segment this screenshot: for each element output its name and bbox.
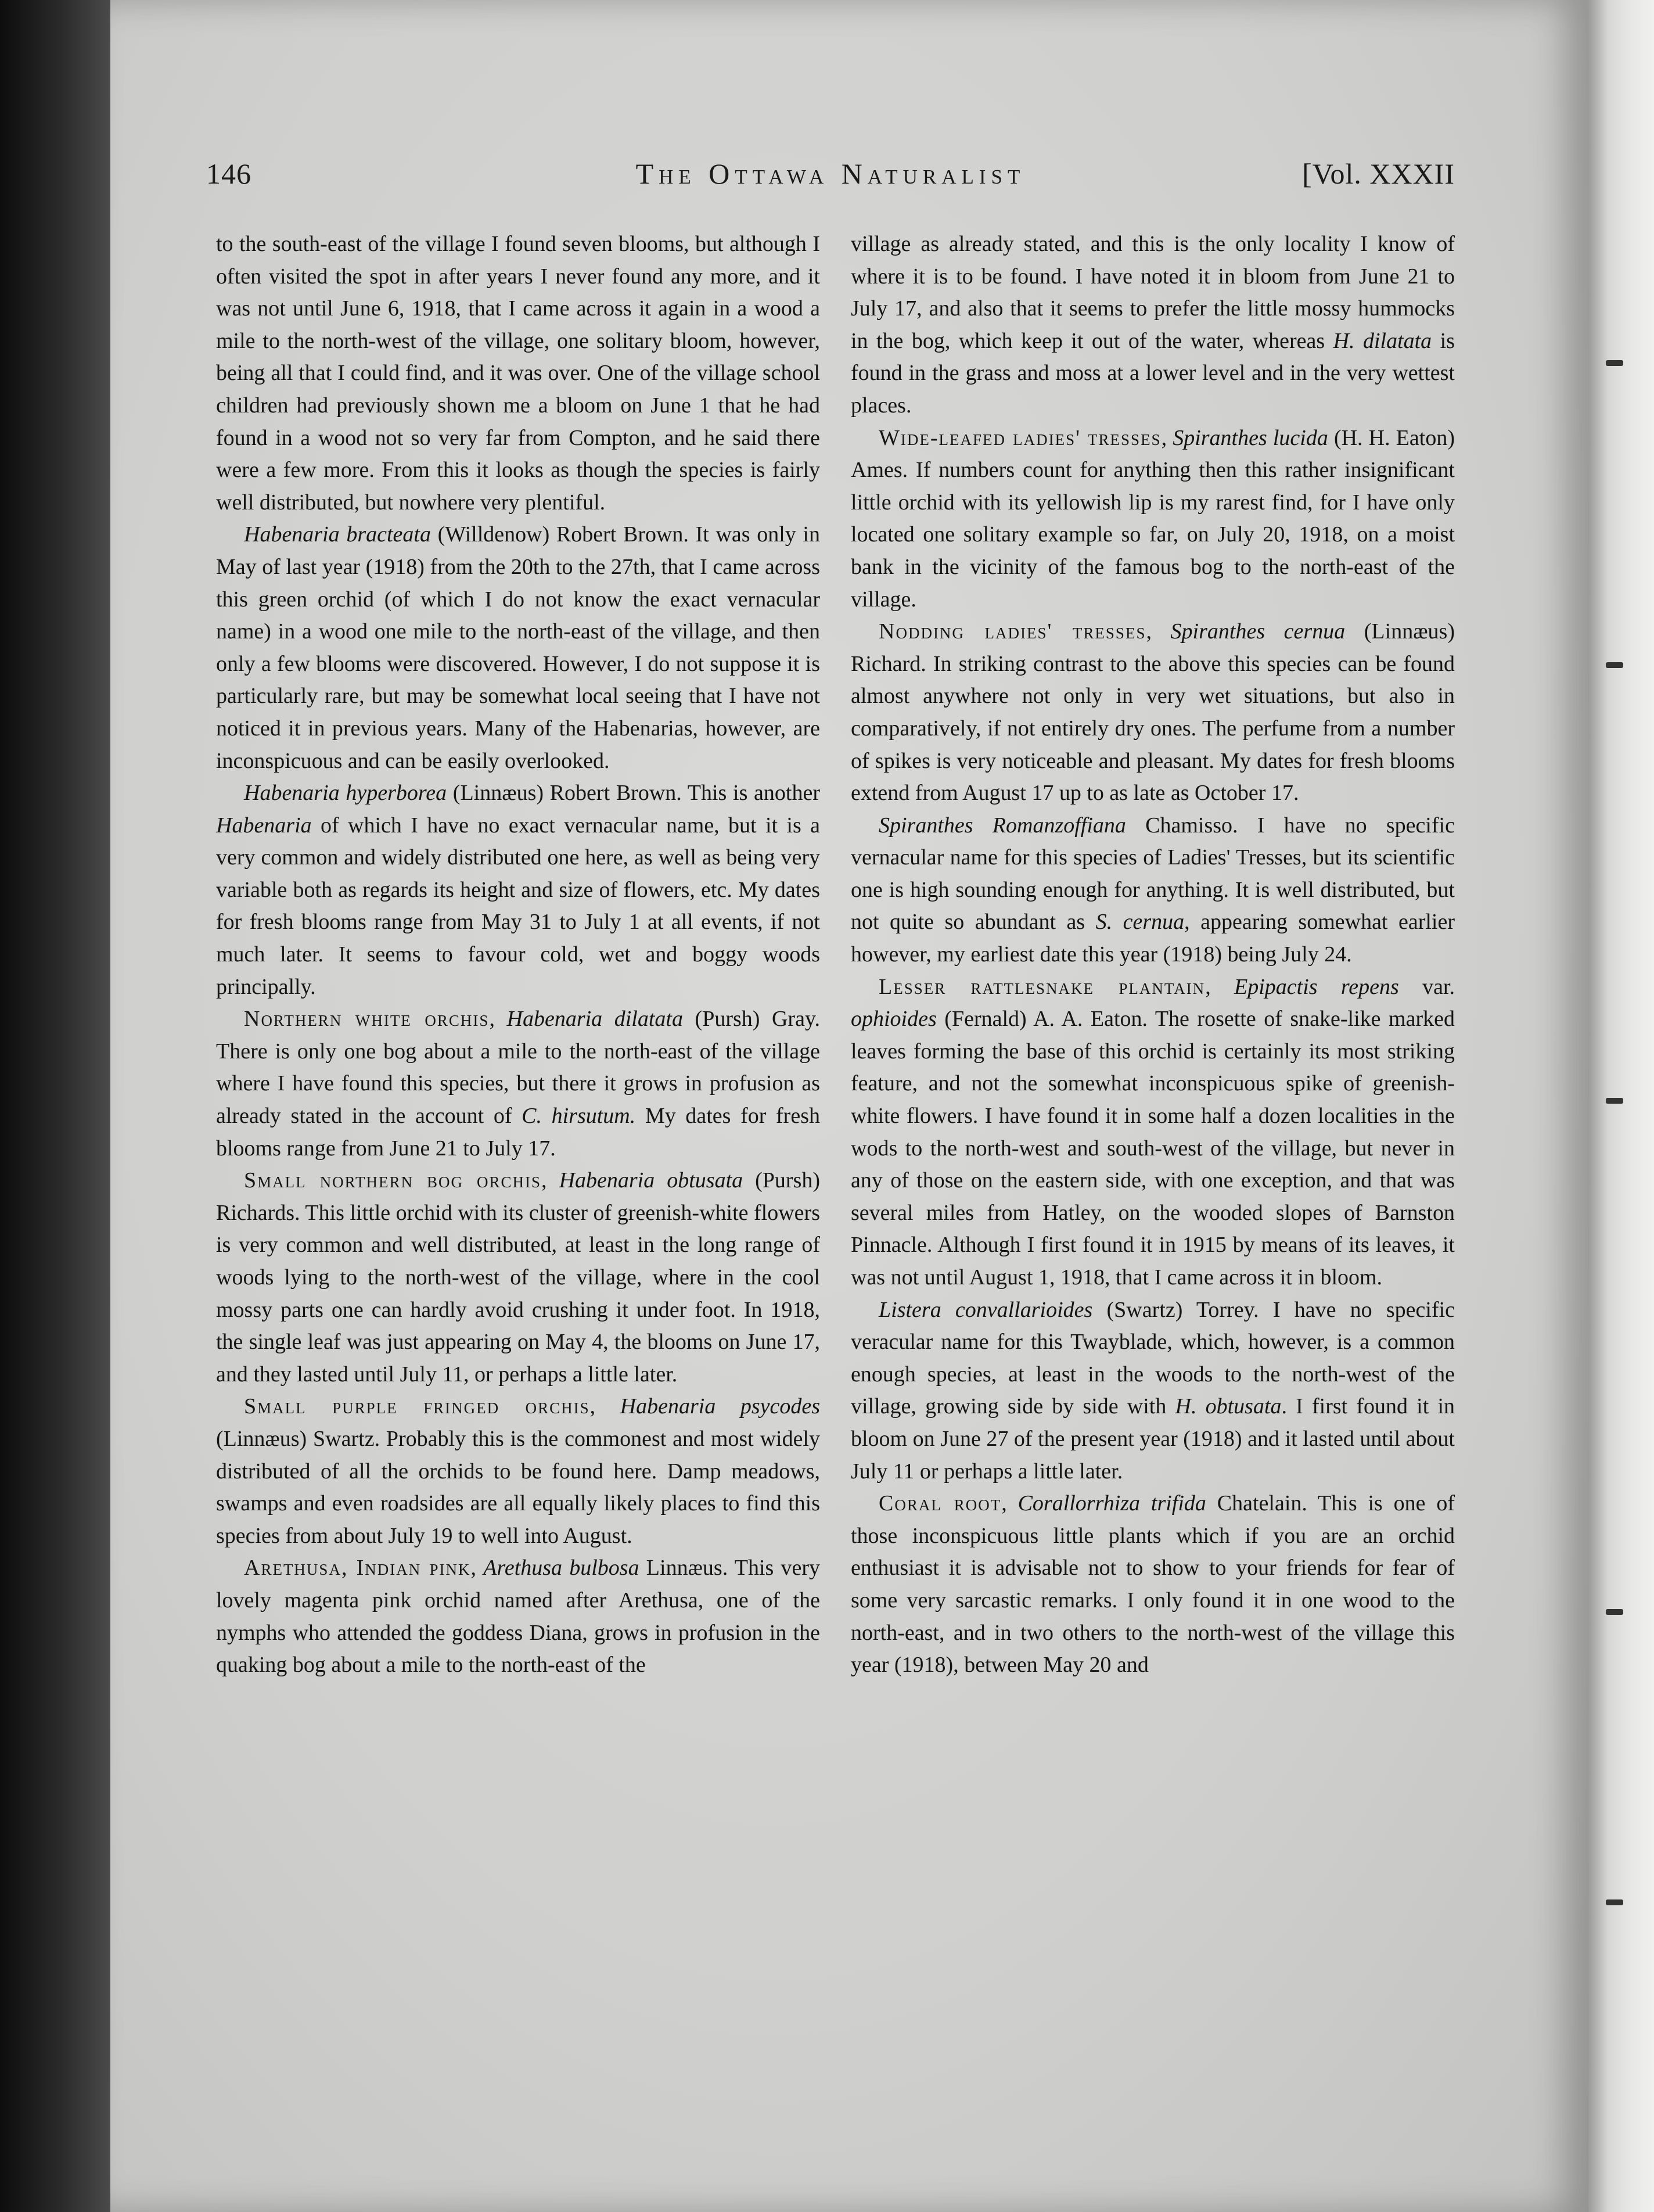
paragraph [851, 228, 1455, 422]
text-run: to the south-east of the village I found seven blooms, but although I often visited the spot in after years I never found any more, and it was not until June 6, 1918, that I came across it again in a wood a mile to the north-west of the village, one solitary bloom, however, being all that I could find, and it was over. One of the village school children had previously shown me a bloom on June 1 that he had found in a wood not so very far from Compton, and he said there were a few more. From this it looks as though the species is fairly well distributed, but nowhere very plentiful. [216, 232, 820, 515]
italic-text: Epipactis repens [1234, 974, 1399, 999]
paragraph [851, 1294, 1455, 1488]
text-run: , [1205, 974, 1234, 999]
page-edge-mark [1606, 1609, 1623, 1615]
page-edge-mark [1606, 662, 1623, 668]
text-run: (H. H. Eaton) Ames. If numbers count for anything then this rather insignificant little orchid with its yellowish lip is my rarest find, for I have only located one solitary example so far, on July 20, 1918, on a moist bank in the vicinity of the famous bog to the north-east of the village. [851, 425, 1455, 612]
text-run: var. [1398, 974, 1455, 999]
page-number: 146 [206, 157, 251, 190]
text-run: . I first found it in bloom on June 27 of the present year (1918) and it lasted until about July 11 or perhaps a little later. [851, 1394, 1455, 1484]
text-run: (Linnæus) Robert Brown. This is another [447, 781, 820, 806]
text-run: Chatelain. This is one of those inconspicuous little plants which if you are an orchid enthusiast it is advisable not to show to your friends for fear of some very sarcastic remarks. I only found it in one wood to the north-east, and in two others to the north-west of the village this year (1918), between May 20 and [851, 1491, 1455, 1678]
volume-label: [Vol. XXXII [1302, 157, 1455, 190]
text-run: , [1146, 619, 1171, 644]
text-run: (Linnæus) Swartz. Probably this is the commonest and most widely distributed of all the orchids to be found here. Damp meadows, swamps and even roadsides are all equally likely places to find this species from about July 19 to well into August. [216, 1426, 820, 1548]
text-run: Chamisso. I have no specific vernacular name for this species of Ladies' Tresses, but its scientific one is high sounding enough for anything. It is well distributed, but not quite so abundant as [851, 813, 1455, 935]
text-run: (Linnæus) Richard. In striking contrast to the above this species can be found almost anywhere not only in very wet situations, but also in comparatively, if not entirely dry ones. The perfume from a number of spikes is very noticeable and pleasant. My dates for fresh blooms extend from August 17 up to as late as October 17. [851, 619, 1455, 806]
right-text-column [851, 228, 1455, 1682]
italic-text: H. obtusata [1175, 1394, 1282, 1419]
italic-text: Habenaria obtusata [559, 1168, 743, 1193]
left-text-column [216, 228, 820, 1682]
text-run: My dates for fresh blooms range from June 21 to July 17. [216, 1104, 820, 1161]
paragraph [216, 1391, 820, 1552]
text-run: , [541, 1168, 559, 1193]
text-run: (Fernald) A. A. Eaton. The rosette of snake-like marked leaves forming the base of this orchid is certainly its most striking feature, and not the somewhat inconspicuous spike of greenish-white flowers. I have found it in some half a dozen localities in the wods to the north-west and south-west of the village, but never in any of those on the eastern side, with one exception, and that was several miles from Hatley, on the wooded slopes of Barnston Pinnacle. Although I first found it in 1915 by means of its leaves, it was not until August 1, 1918, that I came across it in bloom. [851, 1007, 1455, 1290]
italic-text: Habenaria bracteata [244, 522, 431, 547]
text-run: village as already stated, and this is the only locality I know of where it is to be found. I have noted it in bloom from June 21 to July 17, and also that it seems to prefer the little mossy hummocks in the bog, which keep it out of the water, whereas [851, 232, 1455, 353]
page-edge-mark [1606, 1899, 1623, 1905]
text-run: , [1001, 1491, 1018, 1516]
paragraph [216, 1552, 820, 1681]
paragraph [851, 810, 1455, 971]
journal-title: The Ottawa Naturalist [635, 157, 1026, 190]
italic-text: Spiranthes lucida [1173, 425, 1328, 450]
text-run: (Swartz) Torrey. I have no specific veracular name for this Twayblade, which, however, is a common enough species, at least in the woods to the north-west of the village, growing side by side with [851, 1297, 1455, 1419]
text-run: , [489, 1007, 507, 1032]
text-run: , appearing somewhat earlier however, my earliest date this year (1918) being July 24. [851, 910, 1455, 967]
italic-text: Arethusa bulbosa [483, 1556, 639, 1581]
species-common-name: Small northern bog orchis [244, 1168, 542, 1193]
italic-text: Habenaria dilatata [506, 1007, 683, 1032]
page-edge [1588, 0, 1654, 2212]
text-run: (Pursh) Richards. This little orchid with its cluster of greenish-white flowers is very common and well distributed, at least in the long range of woods lying to the north-west of the village, where in the cool mossy parts one can hardly avoid crushing it under foot. In 1918, the single leaf was just appearing on May 4, the blooms on June 17, and they lasted until July 11, or perhaps a little later. [216, 1168, 821, 1387]
species-common-name: Nodding ladies' tresses [879, 619, 1146, 644]
species-common-name: Arethusa, Indian pink [244, 1556, 471, 1581]
page-edge-mark [1606, 360, 1623, 366]
italic-text: Habenaria psycodes [620, 1394, 820, 1419]
text-run: Linnæus. This very lovely magenta pink orchid named after Arethusa, one of the nymphs who attended the goddess Diana, grows in profusion in the quaking bog about a mile to the north-east of the [216, 1556, 821, 1678]
text-run: , [1161, 425, 1173, 450]
paragraph [851, 616, 1455, 810]
paragraph [216, 519, 820, 777]
italic-text: Habenaria hyperborea [244, 781, 447, 806]
italic-text: Listera convallarioides [879, 1297, 1093, 1322]
text-run: of which I have no exact vernacular name, but it is a very common and widely distributed one here, as well as being very variable both as regards its height and size of flowers, etc. My dates for fresh blooms range from May 31 to July 1 at all events, if not much later. It seems to favour cold, wet and boggy woods principally. [216, 813, 820, 999]
text-run: , [470, 1556, 484, 1581]
book-spine [0, 0, 110, 2212]
italic-text: S. cernua [1095, 910, 1185, 935]
italic-text: ophioides [851, 1007, 937, 1032]
species-common-name: Lesser rattlesnake plantain [879, 974, 1206, 999]
italic-text: Spiranthes Romanzoffiana [879, 813, 1126, 838]
species-common-name: Small purple fringed orchis [244, 1394, 590, 1419]
italic-text: Habenaria [216, 813, 312, 838]
italic-text: Corallorrhiza trifida [1017, 1491, 1206, 1516]
paragraph [216, 1003, 820, 1165]
paragraph [851, 422, 1455, 616]
paragraph [216, 1165, 820, 1391]
text-run: (Willdenow) Robert Brown. It was only in May of last year (1918) from the 20th to the 27th, that I came across this green orchid (of which I do not know the exact vernacular name) in a wood one mile to the north-east of the village, and then only a few blooms were discovered. However, I do not suppose it is particularly rare, but may be somewhat local seeing that I have not noticed it in previous years. Many of the Habenarias, however, are inconspicuous and can be easily overlooked. [216, 522, 820, 773]
paragraph [216, 228, 820, 519]
text-run: , [589, 1394, 620, 1419]
italic-text: C. hirsutum. [522, 1104, 636, 1129]
species-common-name: Wide-leafed ladies' tresses [879, 425, 1162, 450]
paragraph [216, 777, 820, 1003]
paragraph [851, 971, 1455, 1294]
italic-text: Spiranthes cernua [1170, 619, 1346, 644]
species-common-name: Coral root [879, 1491, 1002, 1516]
italic-text: H. dilatata [1333, 328, 1432, 353]
page-edge-mark [1606, 1098, 1623, 1104]
paragraph [851, 1488, 1455, 1682]
text-run: (Pursh) Gray. There is only one bog about a mile to the north-east of the village where I have found this species, but there it grows in profusion as already stated in the account of [216, 1007, 820, 1129]
text-run: is found in the grass and moss at a lower level and in the very wettest places. [851, 328, 1455, 418]
running-head [206, 157, 1455, 203]
species-common-name: Northern white orchis [244, 1007, 490, 1032]
